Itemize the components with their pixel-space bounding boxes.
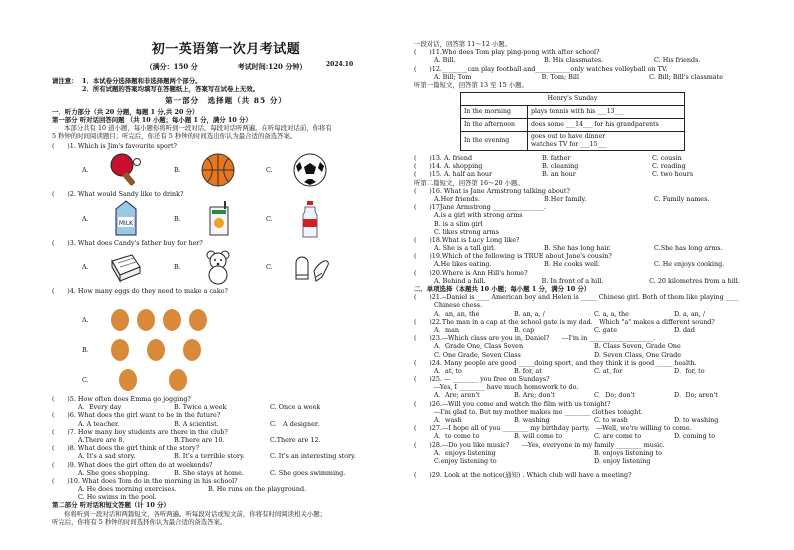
question-26: ( )26.---Will you come and watch the film with us tonight? — [414, 399, 611, 408]
q2-option-a: A. MILK — [82, 199, 174, 239]
part1-title: 第一部分 选择题（共 85 分） — [165, 95, 287, 105]
q23-options-cd: C. One Grade, Seven Class D. Seven Class, One Grade — [434, 350, 682, 359]
question-8: ( )8. What does the girl think of the story? — [52, 444, 200, 453]
milk-carton-icon — [108, 199, 144, 239]
notice — [52, 77, 400, 93]
q11-options: A. Bill. B. His classmates. C. His friends. — [434, 56, 701, 65]
book-icon — [108, 249, 144, 285]
question-1: ( )1. Which is Jim's favourite sport? — [52, 142, 177, 151]
q1-option-b: B. — [174, 152, 266, 188]
question-25-cont: ---Yes, I ________ have much homework to do. — [434, 383, 579, 392]
table-row: In the morning plays tennis with his ___13___ — [461, 106, 685, 119]
question-27: ( )27.---I hope all of you ________ my birthday party. ---Well, we're willing to come. — [414, 424, 692, 433]
dialogue-heading: 一段对话，回答第 11～12 小题。 — [414, 40, 512, 48]
q23-options-ab: A．Grade One, Class Seven B. Class Seven, Grade One — [434, 342, 681, 351]
part2-instruction-2: 听完后，你将有 5 秒钟的时间选择你认为最合适的备选答案。 — [52, 517, 227, 526]
question-15: ( )15. A. half an hour B. an hour C. two hours — [414, 170, 694, 179]
notice-2: 2．所有试题的答案均填写在答题纸上，答案写在试卷上无效。 — [82, 84, 259, 93]
q3-options — [82, 247, 400, 287]
question-23: ( )23.---Which class are you in, Daniel? ---I'm in ____________________. — [414, 334, 656, 343]
eggs-two-icon — [108, 367, 218, 393]
question-21: ( )21.--Daniel is ____ American boy and Helen is _____ Chinese girl. Both of them like playing ____ — [414, 293, 739, 302]
question-5: ( )5. How often does Emma go jogging? — [52, 395, 191, 404]
right-column — [414, 40, 786, 479]
q17-option-a: A.is a girl with strong arms — [434, 211, 523, 220]
passage2-heading: 听第二篇短文，回答第 16～20 小题。 — [414, 178, 524, 187]
question-25: ( )25. --- ________ you free on Sundays? — [414, 375, 550, 384]
exam-time: 考试时间:120 分钟） — [237, 61, 307, 71]
q16-options: A.Her friends. B.Her family. C. Family names. — [434, 194, 710, 203]
question-2: ( )2. What would Sandy like to drink? — [52, 190, 184, 199]
q1-option-c: C. — [266, 152, 358, 188]
q21-options: A．an, an, the B. an, a, / C. a, a, the D. a, an, / — [434, 309, 705, 318]
q8-options: A. It's a sad story. B. It's a terrible story. C. It's an interesting story. — [78, 452, 356, 461]
q28-options-cd: C.enjoy listening to D. enjoy listening — [434, 456, 651, 465]
gloves-icon — [292, 249, 332, 285]
teddy-bear-icon — [200, 249, 236, 285]
q25-options: A．Are; aren't B. Are; don't C．Do; don't D．Do; aren't — [434, 391, 718, 400]
q4-option-c: C. — [82, 365, 400, 395]
question-22: ( )22.The man in a cap at the school gate is my dad. Which "a" makes a different sound? — [414, 317, 715, 326]
instruction-2: 5 秒钟的时间阅读题目；听完后，你还有 5 秒钟的时间选出你认为最合适的备选答案。 — [52, 132, 297, 141]
passage1-heading: 听第一篇短文，回答第 13 至 15 小题。 — [414, 80, 528, 89]
table-row: In the evening goes out to have dinner watches TV for ___15___ — [461, 132, 685, 151]
q10-option-c: C. He swims in the pool. — [78, 493, 157, 502]
question-17: ( )17Jane Armstrong ________________. — [414, 203, 547, 212]
page-title: 初一英语第一次月考试题 — [151, 42, 301, 57]
q12-options: A. Bill; Tom B. Tom; Bill C. Bill; Bill's classmate — [434, 72, 723, 81]
notice-1: 1．本试卷分选择题和非选择题两个部分。 — [82, 76, 202, 85]
section-multiple-choice: 二．单项选择（本题共 10 小题；每小题 1 分，满分 10 分） — [414, 285, 591, 293]
question-7: ( )7. How many boy students are there in the club? — [52, 427, 228, 436]
full-score: （满分：150 分 — [145, 61, 198, 71]
soccer-ball-icon — [292, 152, 328, 188]
question-21-cont: Chinese chess. — [434, 301, 483, 310]
exam-date: 2024.10 — [326, 61, 354, 68]
question-18: ( )18.What is Lucy Long like? — [414, 235, 520, 244]
q20-options: A. Behind a hill. B. In front of a hill. C. 20 kilometres from a hill. — [434, 276, 740, 285]
q1-options — [82, 150, 400, 190]
part2-instruction-1: 你将听到一段对话和两篇短文，各听两遍。听每段对话或短文前，你将有时间阅读相关小题； — [64, 509, 327, 518]
question-28: ( )28.---Do you like music? ---Yes, everyone in my family ________ music. — [414, 440, 665, 449]
q2-option-b: B. — [174, 199, 266, 239]
question-6: ( )6. What does the girl want to be in the future? — [52, 411, 221, 420]
question-10: ( )10. What does Tom do in the morning in his school? — [52, 476, 238, 485]
q9-options: A. She goes shopping. B. She stays at home. C. She goes swimming. — [78, 468, 346, 477]
water-bottle-icon — [292, 199, 328, 239]
question-16: ( )16. What is Jane Armstrong talking about? — [414, 186, 570, 195]
q4-option-a: A. — [82, 305, 400, 335]
question-13: ( )13. A. friend B. father C. cousin — [414, 154, 682, 162]
q17-option-b: B. is a slim girl — [434, 219, 483, 228]
q3-option-b: B. — [174, 249, 266, 285]
q28-options-ab: A．enjoys listening B. enjoys listening to — [434, 448, 662, 457]
q3-option-a: A. — [82, 249, 174, 285]
question-26-cont: ---I'm glad to. But my mother makes me ________ clothes tonight. — [434, 407, 643, 416]
instruction-1: 本部分共有 10 道小题，每小题你将听到一段对话，每段对话听两遍。在听每段对话前，你将有 — [64, 123, 332, 132]
q6-options: A. A teacher. B. A scientist. C. A designer. — [78, 419, 320, 428]
q26-options: A．wash B. washing C. to wash D. to washing — [434, 416, 719, 424]
eggs-three-icon — [108, 337, 218, 363]
question-12: ( )12.________can play football and___________only watches volleyball on TV. — [414, 64, 668, 73]
question-9: ( )9. What does the girl often do at weekends? — [52, 460, 213, 469]
q4-option-b: B. — [82, 335, 400, 365]
q22-options: A．man B. cap C. gate D. dad — [434, 325, 695, 334]
q1-option-a: A. — [82, 152, 174, 188]
notice-label: 请注意： — [52, 76, 78, 85]
q19-options: A.He likes eating. B. He cooks well. C. He enjoys cooking. — [434, 260, 725, 269]
part2-title: 第二部分 听对话和短文答题（计 10 分） — [52, 501, 170, 510]
question-20: ( )20.Where is Ann Hill's home? — [414, 268, 528, 277]
henry-sunday-table — [460, 92, 685, 151]
eggs-four-icon — [108, 307, 218, 333]
question-3: ( )3. What does Candy's father buy for her? — [52, 238, 203, 247]
question-19: ( )19.Which of the following is TRUE about Jane's cousin? — [414, 252, 612, 261]
q10-options-ab: A. He does morning exercises. B. He runs on the playground. — [78, 485, 307, 494]
q17-option-c: C. likes strong arms — [434, 227, 499, 236]
question-14: ( )14. A. shopping B. cleaning C. reading — [414, 162, 686, 171]
q7-options: A.There are 8. B.There are 10. C.There are 12. — [78, 435, 321, 444]
left-column — [52, 0, 400, 526]
table-title: Henry's Sunday — [461, 93, 685, 106]
juice-box-icon — [200, 199, 236, 239]
question-24: ( )24. Many people are good _____doing sport, and they think it is good _____ health. — [414, 358, 697, 367]
q18-options: A. She is a tall girl. B. She has long hair. C.She has long arms. — [434, 244, 723, 253]
q24-options: A．at, to B. for, at C. at, for D．for, to — [434, 366, 705, 375]
section-listening-a: 第一部分 听对话回答问题 （共 10 小题；每小题 1 分，满分 10 分） — [52, 115, 252, 124]
q27-options: A．to come to B. will come to C. are come to D. coming to — [434, 432, 716, 441]
question-11: ( )11.Who does Tom play ping-pong with after school? — [414, 48, 600, 57]
q2-option-c: C. — [266, 199, 358, 239]
q2-options — [82, 199, 400, 239]
q3-option-c: C. — [266, 249, 358, 285]
question-29: ( )29. Look at the notice(通知) . Which club will have a meeting? — [414, 471, 632, 480]
table-row: In the afternoon does some ___14___ for his grandparents — [461, 119, 685, 132]
section-listening: 一．听力部分（共 20 分题，每题 1 分,共 20 分） — [52, 107, 199, 116]
question-4: ( )4. How many eggs do they need to make a cake? — [52, 286, 228, 295]
basketball-icon — [200, 152, 236, 188]
svg-text:MILK: MILK — [118, 219, 134, 227]
ping-pong-paddle-icon — [108, 152, 144, 188]
q5-options: A．Every day B. Twice a week C. Once a week — [78, 403, 321, 412]
